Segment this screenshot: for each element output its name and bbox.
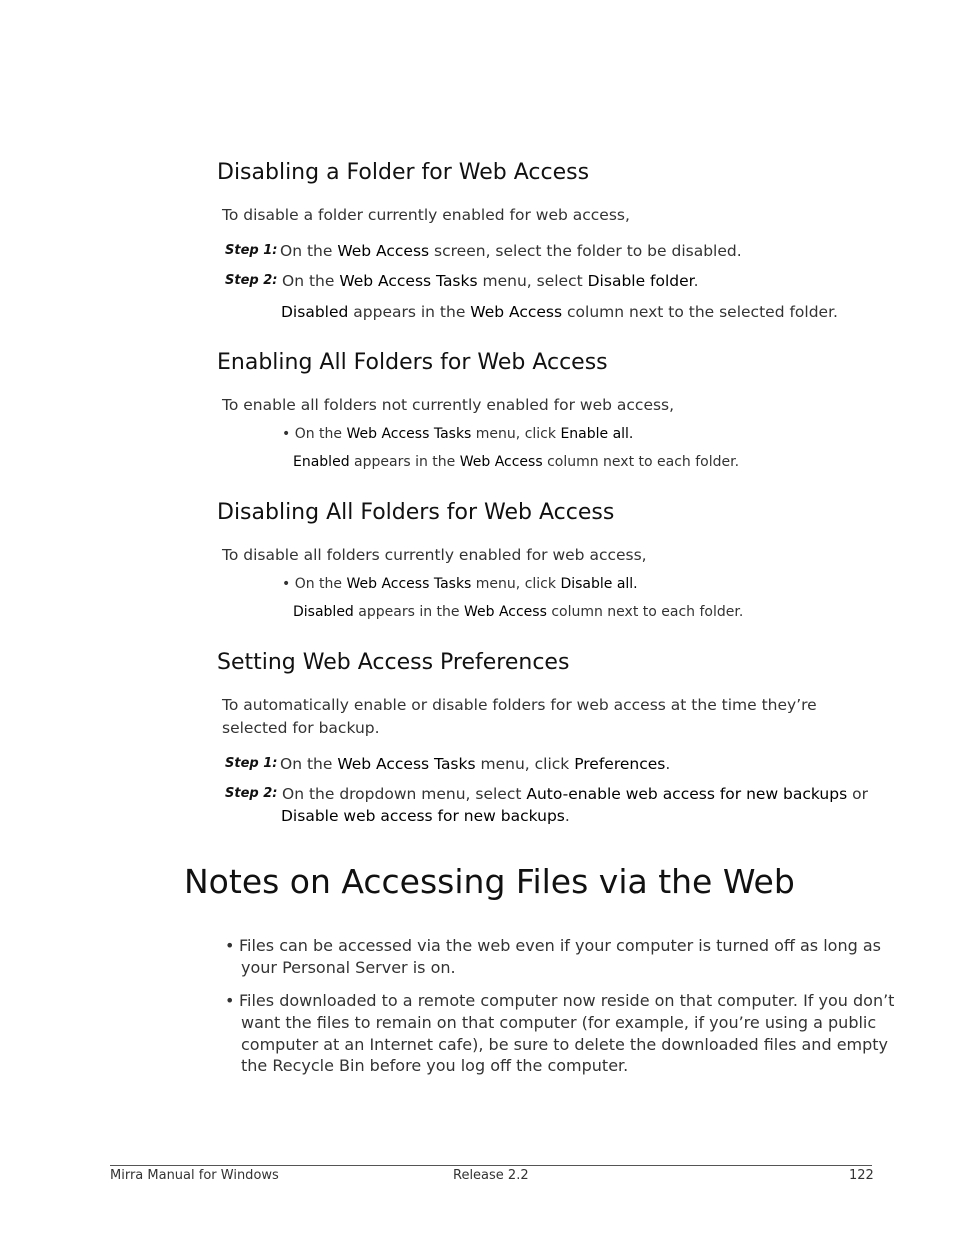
- bullet-line: the Recycle Bin before you log off the computer.: [241, 1056, 629, 1075]
- page-number: 122: [849, 1168, 874, 1183]
- bullet-marker: •: [225, 991, 235, 1010]
- section-intro: To enable all folders not currently enabled for web access,: [222, 396, 675, 414]
- step-text-continued: Disable web access for new backups.: [281, 807, 570, 825]
- step-label: Step 1:: [225, 756, 278, 771]
- section-heading: Enabling All Folders for Web Access: [217, 350, 608, 375]
- page-title: Notes on Accessing Files via the Web: [184, 862, 795, 901]
- step-text: On the dropdown menu, select Auto-enable web access for new backups or: [282, 785, 868, 803]
- step-label: Step 2:: [225, 273, 278, 288]
- bullet-item: • On the Web Access Tasks menu, click Enable all.: [282, 426, 634, 442]
- section-heading: Disabling All Folders for Web Access: [217, 500, 615, 525]
- section-intro: To disable all folders currently enabled for web access,: [222, 546, 647, 564]
- bullet-item: • On the Web Access Tasks menu, click Disable all.: [282, 576, 638, 592]
- section-heading: Setting Web Access Preferences: [217, 650, 570, 675]
- bullet-line: computer at an Internet cafe), be sure to delete the downloaded files and empty: [241, 1035, 889, 1054]
- section-intro-line: To automatically enable or disable folders for web access at the time they’re: [222, 696, 817, 714]
- footer-rule: [110, 1165, 872, 1166]
- bullet-result: Enabled appears in the Web Access column next to each folder.: [293, 454, 740, 470]
- step-label: Step 2:: [225, 786, 278, 801]
- bullet-line: your Personal Server is on.: [241, 958, 456, 977]
- section-heading: Disabling a Folder for Web Access: [217, 160, 590, 185]
- bullet-marker: •: [225, 936, 235, 955]
- footer-title: Mirra Manual for Windows: [110, 1168, 279, 1183]
- step-label: Step 1:: [225, 243, 278, 258]
- bullet-result: Disabled appears in the Web Access column next to each folder.: [293, 604, 744, 620]
- step-text: On the Web Access Tasks menu, select Disable folder.: [282, 272, 699, 290]
- bullet-line: want the files to remain on that computer (for example, if you’re using a public: [241, 1013, 877, 1032]
- step-text: On the Web Access Tasks menu, click Preferences.: [280, 755, 671, 773]
- bullet-line: Files downloaded to a remote computer now reside on that computer. If you don’t: [239, 991, 895, 1010]
- bullet-line: Files can be accessed via the web even if your computer is turned off as long as: [239, 936, 881, 955]
- section-intro-line: selected for backup.: [222, 719, 380, 737]
- section-intro: To disable a folder currently enabled for web access,: [222, 206, 630, 224]
- footer-release: Release 2.2: [453, 1168, 529, 1183]
- step-result: Disabled appears in the Web Access column next to the selected folder.: [281, 303, 838, 321]
- step-text: On the Web Access screen, select the folder to be disabled.: [280, 242, 742, 260]
